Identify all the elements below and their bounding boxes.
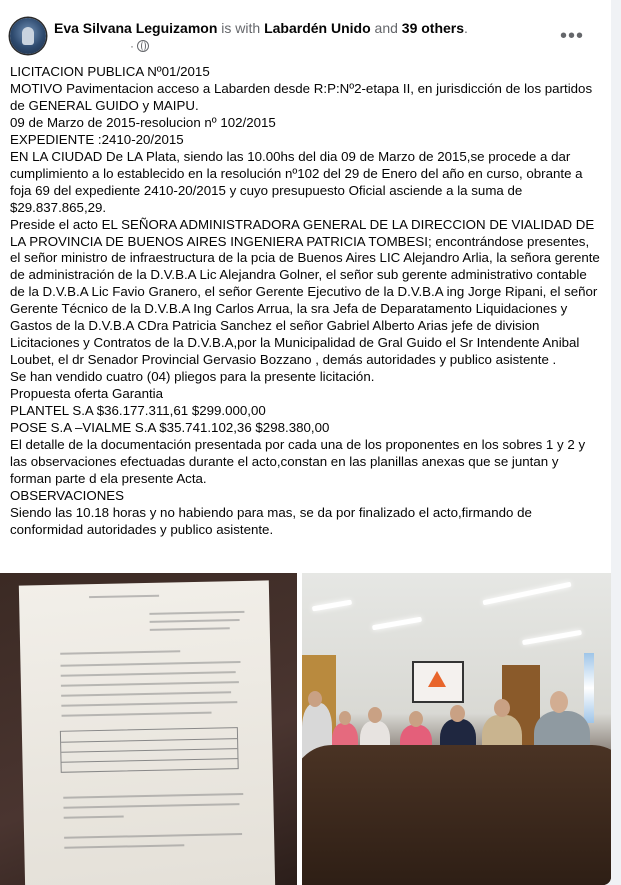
post-message — [10, 64, 602, 539]
post-paragraph: Se han vendido cuatro (04) pliegos para la presente licitación. — [10, 369, 375, 385]
meeting-photo[interactable] — [302, 573, 611, 885]
document-photo[interactable] — [0, 573, 297, 885]
more-options-button[interactable] — [556, 22, 588, 54]
post-photos — [0, 573, 611, 885]
post-paragraph: Preside el acto EL SEÑORA ADMINISTRADORA GENERAL DE LA DIRECCION DE VIALIDAD DE LA PROVINCIA DE BUENOS AIRES INGENIERA PATRICIA TOMBESI; encontrándose presentes, el señor ministro de infraestructura de la pcia de Buenos Aires LIC Alejandro Arlia, la señora gerente de administración de la D.V.B.A Lic Alejandra Golner, el señor sub gerente administrativo contable de la D.V.B.A Lic Favio Granero, el señor Gerente Ejecutivo de la D.V.B.A ing Jorge Ripani, el señor Gerente Técnico de la D.V.B.A Ing Carlos Arrua, la sra Jefa de Deparatamento Liquidaciones y Gastos de la D.V.B.A CDra Patricia Sanchez el señor Gabriel Alberto Arias jefe de division Licitaciones y Contratos de la D.V.B.A,por la Municipalidad de Gral Guido el Sr Intendente Anibal Loubet, el dr Senador Provincial Gervasio Bozzano , demás autoridades y publico asistente . — [10, 216, 600, 368]
others-link[interactable]: 39 others — [401, 20, 465, 36]
post-paragraph: EXPEDIENTE :2410-20/2015 — [10, 131, 184, 147]
meta-dot: · — [130, 39, 134, 53]
more-horizontal-icon: ••• — [559, 25, 584, 47]
tagged-page-link[interactable]: Labardén Unido — [264, 20, 371, 36]
conference-table — [302, 745, 611, 885]
post-paragraph: Propuesta oferta Garantia — [10, 386, 164, 402]
post-paragraph: LICITACION PUBLICA Nº01/2015 — [10, 64, 210, 79]
post-header — [8, 14, 608, 60]
and-text: and — [374, 20, 398, 36]
post-paragraph: EN LA CIUDAD De LA Plata, siendo las 10.00hs del dia 09 de Marzo de 2015,se procede a dar cumplimiento a lo establecido en la resolución nº102 del 29 de Enero del año en curso, obrante a foja 69 del expediente 2410-20/2015 y cuyo presupuesto Oficial asciende a la suma de $29.837.865,29. — [10, 148, 583, 215]
post-paragraph: OBSERVACIONES — [10, 487, 125, 503]
post-paragraph: Siendo las 10.18 horas y no habiendo para mas, se da por finalizado el acto,firmando de conformidad autoridades y publico asistente. — [10, 504, 532, 537]
document-paper — [19, 580, 275, 885]
avatar[interactable] — [10, 18, 46, 54]
post-paragraph: MOTIVO Pavimentacion acceso a Labarden desde R:P:Nº2-etapa II, en jurisdicción de los partidos de GENERAL GUIDO y MAIPU. — [10, 80, 593, 113]
globe-icon[interactable] — [137, 40, 149, 52]
post-paragraph: 09 de Marzo de 2015-resolucion nº 102/2015 — [10, 114, 276, 130]
post-author-line — [54, 19, 468, 37]
presentation-screen — [412, 661, 464, 703]
post-paragraph: PLANTEL S.A $36.177.311,61 $299.000,00 — [10, 403, 266, 419]
post-paragraph: El detalle de la documentación presentada por cada una de los proponentes en los sobres 1 y 2 y las observaciones efectuadas durante el acto,constan en las planillas anexas que se juntan y forman parte d ela presente Acta. — [10, 436, 586, 486]
with-text: is with — [221, 20, 261, 36]
post-meta — [130, 38, 149, 54]
author-name[interactable]: Eva Silvana Leguizamon — [54, 20, 218, 36]
period-text: . — [464, 20, 468, 36]
post-paragraph: POSE S.A –VIALME S.A $35.741.102,36 $298.380,00 — [10, 420, 330, 436]
